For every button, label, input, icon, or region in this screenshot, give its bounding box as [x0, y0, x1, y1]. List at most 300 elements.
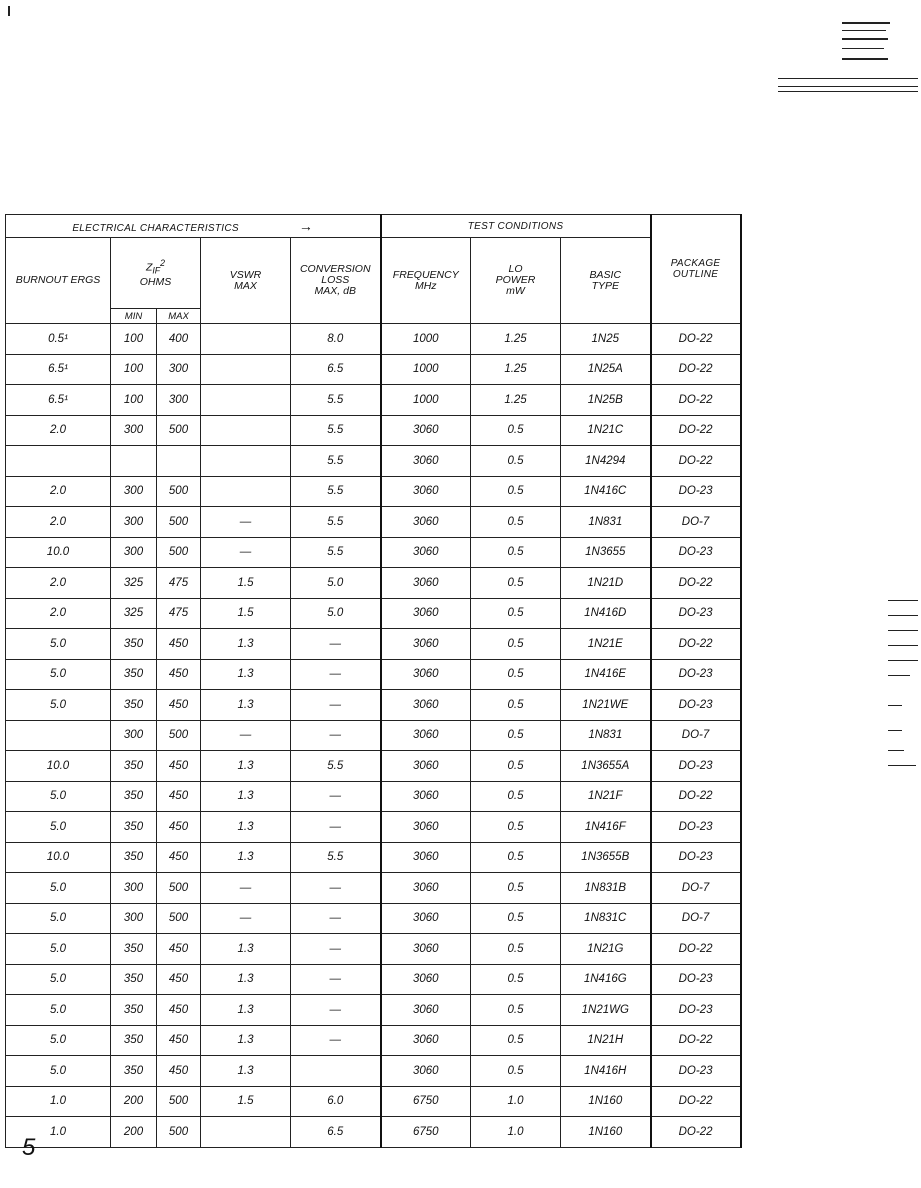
table-row — [6, 690, 741, 721]
cell-type: 1N25A — [561, 354, 651, 385]
cell-max: 300 — [157, 385, 201, 416]
cell-freq: 3060 — [381, 629, 471, 660]
cell-min: 350 — [111, 995, 157, 1026]
cell-type: 1N21D — [561, 568, 651, 599]
cell-type: 1N416D — [561, 598, 651, 629]
cell-freq: 3060 — [381, 568, 471, 599]
cell-burnout: 5.0 — [6, 934, 111, 965]
cell-min: 350 — [111, 1056, 157, 1087]
scan-artifact-top-right-block — [842, 30, 886, 31]
scan-artifact-right-margin — [888, 645, 918, 646]
table-row — [6, 812, 741, 843]
cell-vswr: — — [201, 903, 291, 934]
cell-burnout: 5.0 — [6, 995, 111, 1026]
cell-vswr: 1.3 — [201, 659, 291, 690]
cell-burnout: 5.0 — [6, 1025, 111, 1056]
cell-max: 500 — [157, 720, 201, 751]
cell-vswr — [201, 476, 291, 507]
cell-loss: — — [291, 903, 381, 934]
cell-loss: — — [291, 812, 381, 843]
page-number: 5 — [22, 1134, 36, 1161]
cell-package: DO-22 — [651, 1025, 741, 1056]
cell-vswr — [201, 1117, 291, 1148]
package-outline-header: PACKAGE OUTLINE — [651, 215, 741, 324]
cell-package: DO-23 — [651, 598, 741, 629]
cell-type: 1N21G — [561, 934, 651, 965]
cell-max: 500 — [157, 476, 201, 507]
cell-max: 475 — [157, 598, 201, 629]
cell-loss: — — [291, 690, 381, 721]
cell-loss: — — [291, 659, 381, 690]
cell-loss: — — [291, 629, 381, 660]
cell-type: 1N21E — [561, 629, 651, 660]
cell-vswr: 1.3 — [201, 1056, 291, 1087]
cell-max: 450 — [157, 964, 201, 995]
cell-vswr: 1.3 — [201, 629, 291, 660]
cell-freq: 3060 — [381, 1025, 471, 1056]
cell-package: DO-23 — [651, 690, 741, 721]
min-header: MIN — [111, 309, 157, 324]
cell-loss: 5.5 — [291, 415, 381, 446]
cell-vswr: 1.3 — [201, 690, 291, 721]
cell-lo: 0.5 — [471, 446, 561, 477]
cell-package: DO-23 — [651, 995, 741, 1026]
cell-freq: 3060 — [381, 446, 471, 477]
table-row — [6, 354, 741, 385]
cell-freq: 3060 — [381, 873, 471, 904]
cell-min: 350 — [111, 1025, 157, 1056]
cell-type: 1N21H — [561, 1025, 651, 1056]
cell-package: DO-7 — [651, 720, 741, 751]
cell-min: 300 — [111, 415, 157, 446]
conversion-loss-header: CONVERSION LOSS MAX, dB — [291, 238, 381, 324]
cell-loss: — — [291, 873, 381, 904]
cell-package: DO-23 — [651, 1056, 741, 1087]
cell-type: 1N416C — [561, 476, 651, 507]
scan-artifact-top-right-line — [778, 86, 918, 87]
cell-type: 1N21WE — [561, 690, 651, 721]
cell-package: DO-23 — [651, 812, 741, 843]
cell-loss: 6.0 — [291, 1086, 381, 1117]
cell-burnout: 1.0 — [6, 1117, 111, 1148]
cell-type: 1N416H — [561, 1056, 651, 1087]
table-row — [6, 476, 741, 507]
cell-burnout: 0.5¹ — [6, 324, 111, 355]
cell-type: 1N160 — [561, 1117, 651, 1148]
cell-loss: 5.5 — [291, 842, 381, 873]
cell-vswr — [201, 415, 291, 446]
cell-burnout: 5.0 — [6, 781, 111, 812]
scan-artifact-right-margin — [888, 675, 910, 676]
cell-freq: 3060 — [381, 903, 471, 934]
cell-vswr: 1.3 — [201, 964, 291, 995]
cell-burnout: 2.0 — [6, 568, 111, 599]
cell-lo: 0.5 — [471, 995, 561, 1026]
table-row — [6, 873, 741, 904]
scan-artifact-top-right-block — [842, 58, 888, 60]
cell-type: 1N21WG — [561, 995, 651, 1026]
scan-artifact-top-right-block — [842, 48, 884, 49]
diode-specifications-table — [5, 214, 742, 1148]
table-row — [6, 934, 741, 965]
cell-max: 500 — [157, 415, 201, 446]
cell-min: 350 — [111, 659, 157, 690]
cell-freq: 3060 — [381, 781, 471, 812]
cell-loss: 5.0 — [291, 568, 381, 599]
cell-package: DO-23 — [651, 751, 741, 782]
table-row — [6, 1056, 741, 1087]
arrow-right-icon: → — [298, 218, 314, 234]
cell-lo: 0.5 — [471, 598, 561, 629]
cell-package: DO-7 — [651, 507, 741, 538]
cell-package: DO-22 — [651, 629, 741, 660]
cell-burnout: 1.0 — [6, 1086, 111, 1117]
impedance-header: $Z_{IF}^2$ OHMS — [111, 238, 201, 309]
cell-max: 500 — [157, 507, 201, 538]
frequency-header: FREQUENCY MHz — [381, 238, 471, 324]
basic-type-header: BASIC TYPE — [561, 238, 651, 324]
cell-lo: 1.25 — [471, 385, 561, 416]
cell-package: DO-22 — [651, 324, 741, 355]
cell-freq: 3060 — [381, 598, 471, 629]
cell-freq: 3060 — [381, 690, 471, 721]
cell-package: DO-22 — [651, 1117, 741, 1148]
cell-package: DO-22 — [651, 1086, 741, 1117]
scan-artifact-top-left — [8, 6, 10, 16]
cell-package: DO-23 — [651, 537, 741, 568]
table-row — [6, 659, 741, 690]
cell-lo: 0.5 — [471, 659, 561, 690]
cell-min: 350 — [111, 751, 157, 782]
cell-freq: 3060 — [381, 537, 471, 568]
cell-min: 350 — [111, 781, 157, 812]
cell-min: 325 — [111, 598, 157, 629]
cell-burnout: 6.5¹ — [6, 385, 111, 416]
cell-loss: 5.5 — [291, 507, 381, 538]
table-row — [6, 903, 741, 934]
cell-max: 450 — [157, 690, 201, 721]
cell-package: DO-23 — [651, 964, 741, 995]
lo-power-header: LO POWER mW — [471, 238, 561, 324]
cell-max: 300 — [157, 354, 201, 385]
cell-package: DO-22 — [651, 385, 741, 416]
cell-lo: 0.5 — [471, 751, 561, 782]
cell-type: 1N416E — [561, 659, 651, 690]
cell-burnout: 5.0 — [6, 812, 111, 843]
cell-loss: 6.5 — [291, 1117, 381, 1148]
cell-vswr: 1.3 — [201, 781, 291, 812]
cell-min: 350 — [111, 964, 157, 995]
cell-type: 1N160 — [561, 1086, 651, 1117]
cell-vswr: — — [201, 720, 291, 751]
table-row — [6, 324, 741, 355]
cell-lo: 0.5 — [471, 415, 561, 446]
cell-burnout: 2.0 — [6, 507, 111, 538]
cell-freq: 3060 — [381, 720, 471, 751]
scan-artifact-right-margin — [888, 765, 916, 766]
cell-type: 1N416F — [561, 812, 651, 843]
cell-lo: 0.5 — [471, 720, 561, 751]
cell-vswr: 1.3 — [201, 812, 291, 843]
cell-freq: 1000 — [381, 354, 471, 385]
cell-vswr: 1.3 — [201, 934, 291, 965]
cell-burnout: 5.0 — [6, 659, 111, 690]
cell-lo: 0.5 — [471, 568, 561, 599]
table-row — [6, 537, 741, 568]
cell-min: 200 — [111, 1117, 157, 1148]
table-row — [6, 995, 741, 1026]
cell-freq: 3060 — [381, 964, 471, 995]
burnout-header: BURNOUT ERGS — [6, 238, 111, 324]
cell-loss: 5.0 — [291, 598, 381, 629]
cell-min: 300 — [111, 476, 157, 507]
table-row — [6, 1086, 741, 1117]
cell-lo: 0.5 — [471, 537, 561, 568]
cell-min: 350 — [111, 629, 157, 660]
cell-package: DO-23 — [651, 476, 741, 507]
cell-package: DO-7 — [651, 873, 741, 904]
table-row — [6, 415, 741, 446]
cell-burnout: 5.0 — [6, 873, 111, 904]
cell-burnout: 5.0 — [6, 964, 111, 995]
cell-loss: — — [291, 1025, 381, 1056]
cell-loss: — — [291, 781, 381, 812]
cell-freq: 3060 — [381, 751, 471, 782]
cell-vswr: 1.3 — [201, 995, 291, 1026]
cell-package: DO-7 — [651, 903, 741, 934]
scan-artifact-right-margin — [888, 630, 918, 631]
cell-freq: 3060 — [381, 842, 471, 873]
cell-lo: 0.5 — [471, 873, 561, 904]
scan-artifact-right-margin — [888, 615, 918, 616]
cell-burnout: 10.0 — [6, 842, 111, 873]
cell-loss: — — [291, 720, 381, 751]
cell-max: 450 — [157, 934, 201, 965]
cell-min: 350 — [111, 690, 157, 721]
vswr-header: VSWR MAX — [201, 238, 291, 324]
cell-type: 1N3655B — [561, 842, 651, 873]
cell-min: 300 — [111, 873, 157, 904]
cell-burnout: 6.5¹ — [6, 354, 111, 385]
cell-lo: 1.0 — [471, 1117, 561, 1148]
cell-freq: 1000 — [381, 324, 471, 355]
cell-type: 1N831B — [561, 873, 651, 904]
cell-lo: 1.25 — [471, 354, 561, 385]
cell-vswr: 1.5 — [201, 1086, 291, 1117]
scan-artifact-right-margin — [888, 600, 918, 601]
cell-lo: 0.5 — [471, 1056, 561, 1087]
cell-package: DO-23 — [651, 842, 741, 873]
cell-max: 450 — [157, 995, 201, 1026]
cell-lo: 0.5 — [471, 781, 561, 812]
cell-vswr — [201, 354, 291, 385]
cell-lo: 0.5 — [471, 476, 561, 507]
cell-max: 450 — [157, 659, 201, 690]
cell-freq: 3060 — [381, 507, 471, 538]
cell-type: 1N4294 — [561, 446, 651, 477]
cell-vswr: — — [201, 537, 291, 568]
cell-vswr: — — [201, 873, 291, 904]
table-row — [6, 385, 741, 416]
cell-vswr: 1.5 — [201, 568, 291, 599]
cell-max: 500 — [157, 873, 201, 904]
cell-lo: 1.0 — [471, 1086, 561, 1117]
cell-max: 450 — [157, 1025, 201, 1056]
cell-min: 350 — [111, 812, 157, 843]
cell-vswr — [201, 446, 291, 477]
cell-vswr — [201, 385, 291, 416]
cell-lo: 0.5 — [471, 842, 561, 873]
cell-loss: 6.5 — [291, 354, 381, 385]
cell-loss: — — [291, 934, 381, 965]
cell-max: 450 — [157, 842, 201, 873]
cell-type: 1N21F — [561, 781, 651, 812]
cell-max: 450 — [157, 812, 201, 843]
cell-lo: 0.5 — [471, 903, 561, 934]
cell-lo: 0.5 — [471, 934, 561, 965]
cell-vswr: 1.5 — [201, 598, 291, 629]
cell-lo: 0.5 — [471, 629, 561, 660]
cell-min: 200 — [111, 1086, 157, 1117]
cell-package: DO-22 — [651, 934, 741, 965]
cell-min — [111, 446, 157, 477]
table-row — [6, 598, 741, 629]
cell-max: 450 — [157, 629, 201, 660]
cell-vswr — [201, 324, 291, 355]
table-row — [6, 568, 741, 599]
cell-type: 1N831C — [561, 903, 651, 934]
electrical-characteristics-header: ELECTRICAL CHARACTERISTICS → — [6, 215, 381, 238]
cell-min: 325 — [111, 568, 157, 599]
table-row — [6, 1025, 741, 1056]
cell-min: 100 — [111, 385, 157, 416]
cell-loss: 5.5 — [291, 537, 381, 568]
cell-freq: 1000 — [381, 385, 471, 416]
cell-burnout: 2.0 — [6, 415, 111, 446]
cell-freq: 3060 — [381, 995, 471, 1026]
scan-artifact-top-right-block — [842, 22, 890, 24]
cell-loss: 5.5 — [291, 751, 381, 782]
cell-type: 1N21C — [561, 415, 651, 446]
table-row — [6, 964, 741, 995]
cell-type: 1N3655A — [561, 751, 651, 782]
test-conditions-header: TEST CONDITIONS — [381, 215, 651, 238]
table-body — [6, 324, 741, 1148]
cell-burnout: 5.0 — [6, 629, 111, 660]
cell-max: 500 — [157, 903, 201, 934]
table-row — [6, 781, 741, 812]
cell-min: 100 — [111, 324, 157, 355]
cell-package: DO-22 — [651, 568, 741, 599]
scan-artifact-right-margin — [888, 730, 902, 731]
table-row — [6, 507, 741, 538]
cell-lo: 0.5 — [471, 812, 561, 843]
cell-freq: 3060 — [381, 476, 471, 507]
cell-min: 100 — [111, 354, 157, 385]
max-header: MAX — [157, 309, 201, 324]
cell-freq: 6750 — [381, 1117, 471, 1148]
cell-type: 1N25 — [561, 324, 651, 355]
cell-burnout — [6, 446, 111, 477]
cell-type: 1N831 — [561, 720, 651, 751]
cell-freq: 3060 — [381, 659, 471, 690]
scan-artifact-top-right-line — [778, 78, 918, 79]
cell-burnout: 5.0 — [6, 1056, 111, 1087]
cell-vswr: 1.3 — [201, 751, 291, 782]
cell-freq: 3060 — [381, 934, 471, 965]
table-row — [6, 842, 741, 873]
cell-package: DO-22 — [651, 781, 741, 812]
cell-lo: 0.5 — [471, 1025, 561, 1056]
cell-min: 300 — [111, 903, 157, 934]
scan-artifact-top-right-line — [778, 91, 918, 92]
cell-freq: 6750 — [381, 1086, 471, 1117]
cell-loss: 5.5 — [291, 385, 381, 416]
cell-type: 1N3655 — [561, 537, 651, 568]
table-row — [6, 751, 741, 782]
cell-freq: 3060 — [381, 415, 471, 446]
cell-package: DO-23 — [651, 659, 741, 690]
cell-type: 1N416G — [561, 964, 651, 995]
cell-vswr: 1.3 — [201, 842, 291, 873]
cell-burnout: 10.0 — [6, 537, 111, 568]
cell-max: 500 — [157, 1086, 201, 1117]
cell-burnout: 5.0 — [6, 903, 111, 934]
cell-max: 450 — [157, 781, 201, 812]
cell-freq: 3060 — [381, 1056, 471, 1087]
scan-artifact-right-margin — [888, 750, 904, 751]
cell-max — [157, 446, 201, 477]
cell-loss: — — [291, 995, 381, 1026]
cell-loss: — — [291, 964, 381, 995]
cell-package: DO-22 — [651, 354, 741, 385]
cell-loss: 8.0 — [291, 324, 381, 355]
table-row — [6, 1117, 741, 1148]
table-row — [6, 446, 741, 477]
cell-freq: 3060 — [381, 812, 471, 843]
table-row — [6, 720, 741, 751]
cell-loss: 5.5 — [291, 446, 381, 477]
cell-max: 450 — [157, 1056, 201, 1087]
cell-burnout: 5.0 — [6, 690, 111, 721]
cell-min: 300 — [111, 537, 157, 568]
cell-package: DO-22 — [651, 446, 741, 477]
cell-burnout: 10.0 — [6, 751, 111, 782]
cell-type: 1N25B — [561, 385, 651, 416]
cell-vswr: — — [201, 507, 291, 538]
cell-loss — [291, 1056, 381, 1087]
cell-lo: 0.5 — [471, 507, 561, 538]
cell-min: 350 — [111, 842, 157, 873]
cell-min: 300 — [111, 720, 157, 751]
cell-lo: 0.5 — [471, 690, 561, 721]
cell-lo: 1.25 — [471, 324, 561, 355]
cell-max: 450 — [157, 751, 201, 782]
cell-max: 500 — [157, 1117, 201, 1148]
cell-min: 300 — [111, 507, 157, 538]
cell-vswr: 1.3 — [201, 1025, 291, 1056]
cell-min: 350 — [111, 934, 157, 965]
scan-artifact-top-right-block — [842, 38, 888, 40]
scan-artifact-right-margin — [888, 705, 902, 706]
cell-max: 475 — [157, 568, 201, 599]
scan-artifact-right-margin — [888, 660, 918, 661]
cell-max: 400 — [157, 324, 201, 355]
cell-burnout — [6, 720, 111, 751]
cell-burnout: 2.0 — [6, 476, 111, 507]
cell-package: DO-22 — [651, 415, 741, 446]
cell-loss: 5.5 — [291, 476, 381, 507]
